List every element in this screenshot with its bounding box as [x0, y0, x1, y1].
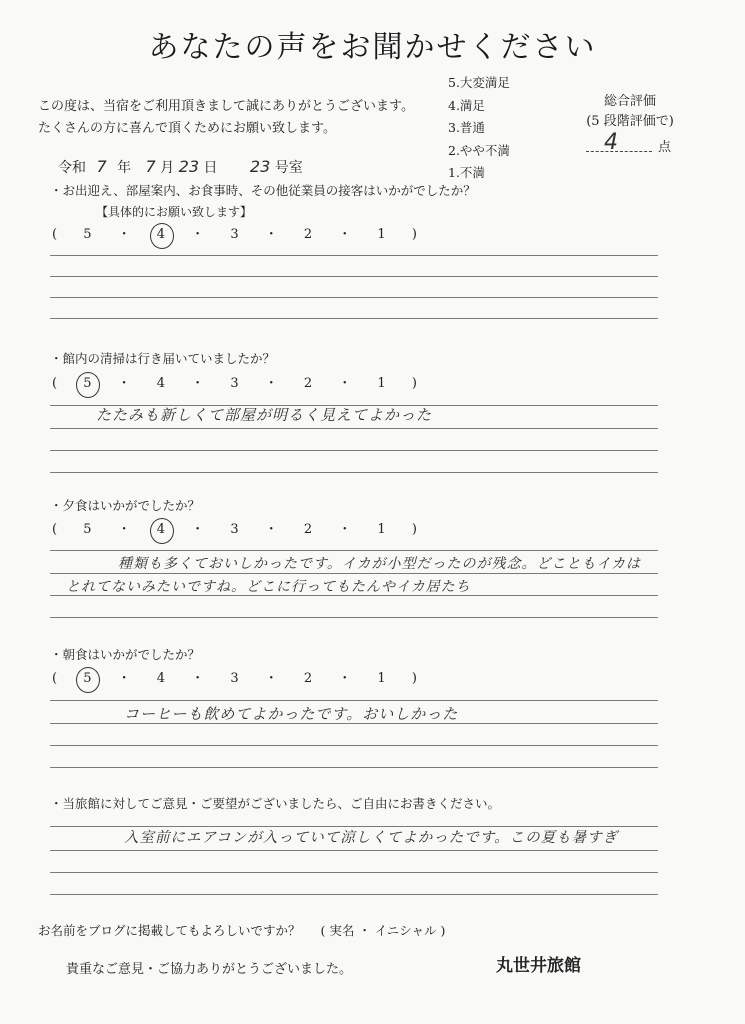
answer-line — [50, 573, 658, 574]
rating-q2: ( 5 ・ 4 ・ 3 ・ 2 ・ 1 ) — [52, 376, 423, 391]
hint-text: 【具体的にお願い致します】 — [96, 205, 253, 219]
answer-line — [50, 745, 658, 746]
thanks-text: 貴重なご意見・ご協力ありがとうございました。 — [66, 962, 353, 977]
answer-line — [50, 700, 658, 701]
question-1: ・お出迎え、部屋案内、お食事時、その他従業員の接客はいかがでしたか？ — [50, 183, 476, 198]
scale-3: 3.普通 — [448, 120, 485, 135]
scale-4: 4.満足 — [448, 97, 485, 113]
answer-line — [50, 318, 658, 319]
free-comment-question: ・当旅館に対してご意見・ご要望がございましたら、ご自由にお書きください。 — [50, 796, 501, 811]
rating-q3: ( 5 ・ 4 ・ 3 ・ 2 ・ 1 ) — [52, 522, 423, 537]
scale-5: 5.大変満足 — [448, 75, 510, 90]
rating-q1: ( 5 ・ 4 ・ 3 ・ 2 ・ 1 ) — [52, 227, 423, 242]
overall-sublabel: (5 段階評価で) — [586, 114, 674, 129]
page-title: あなたの声をお聞かせください — [148, 30, 597, 65]
year-unit: 年 — [117, 160, 132, 176]
stay-date — [58, 157, 303, 177]
comment-q3-line2: とれてないみたいですね。どこに行ってもたんやイカ居たち — [66, 579, 471, 595]
scale-1: 1.不満 — [448, 165, 485, 180]
rating-scale-legend — [448, 72, 510, 185]
question-2: ・館内の清掃は行き届いていましたか？ — [50, 351, 276, 366]
question-4: ・朝食はいかがでしたか？ — [50, 647, 201, 662]
comment-q4: コーヒーも飲めてよかったです。おいしかった — [124, 705, 459, 723]
answer-line — [50, 428, 658, 429]
day-unit: 日 — [203, 160, 218, 176]
answer-line — [50, 450, 658, 451]
blog-question — [38, 921, 445, 939]
era: 令和 — [58, 160, 86, 176]
score-underline — [586, 151, 652, 152]
answer-line — [50, 595, 658, 596]
month-value: 7 — [145, 157, 156, 176]
answer-line — [50, 297, 658, 298]
blog-options: ( 実名 ・ イニシャル ) — [320, 923, 446, 938]
overall-score: 4 — [604, 130, 618, 155]
answer-line — [50, 894, 658, 895]
scale-2: 2.やや不満 — [448, 142, 510, 158]
answer-line — [50, 550, 658, 551]
room-value: 23 — [249, 157, 271, 176]
answer-line — [50, 767, 658, 768]
answer-line — [50, 255, 658, 256]
answer-line — [50, 872, 658, 873]
answer-line — [50, 617, 658, 618]
free-comment: 入室前にエアコンが入っていて涼しくてよかったです。この夏も暑すぎ — [124, 830, 619, 846]
inn-name: 丸世井旅館 — [496, 956, 581, 976]
overall-rating-label — [570, 92, 690, 132]
day-value: 23 — [178, 157, 199, 176]
room-unit: 号室 — [274, 160, 303, 176]
blog-question-text: お名前をブログに掲載してもよろしいですか？ — [38, 923, 301, 938]
intro-line-1: この度は、当宿をご利用頂きまして誠にありがとうございます。 — [38, 99, 414, 114]
question-3: ・夕食はいかがでしたか？ — [50, 498, 201, 513]
year-value: 7 — [96, 157, 107, 176]
comment-q2: たたみも新しくて部屋が明るく見えてよかった — [96, 406, 433, 424]
comment-q3: 種類も多くておいしかったです。イカが小型だったのが残念。どこともイカは — [118, 556, 642, 572]
answer-line — [50, 723, 658, 724]
rating-q4: ( 5 ・ 4 ・ 3 ・ 2 ・ 1 ) — [52, 671, 423, 686]
score-unit: 点 — [658, 140, 672, 155]
month-unit: 月 — [160, 160, 175, 176]
overall-label: 総合評価 — [603, 94, 656, 109]
answer-line — [50, 850, 658, 851]
answer-line — [50, 276, 658, 277]
answer-line — [50, 472, 658, 473]
intro-line-2: たくさんの方に喜んで頂くためにお願い致します。 — [38, 121, 336, 136]
